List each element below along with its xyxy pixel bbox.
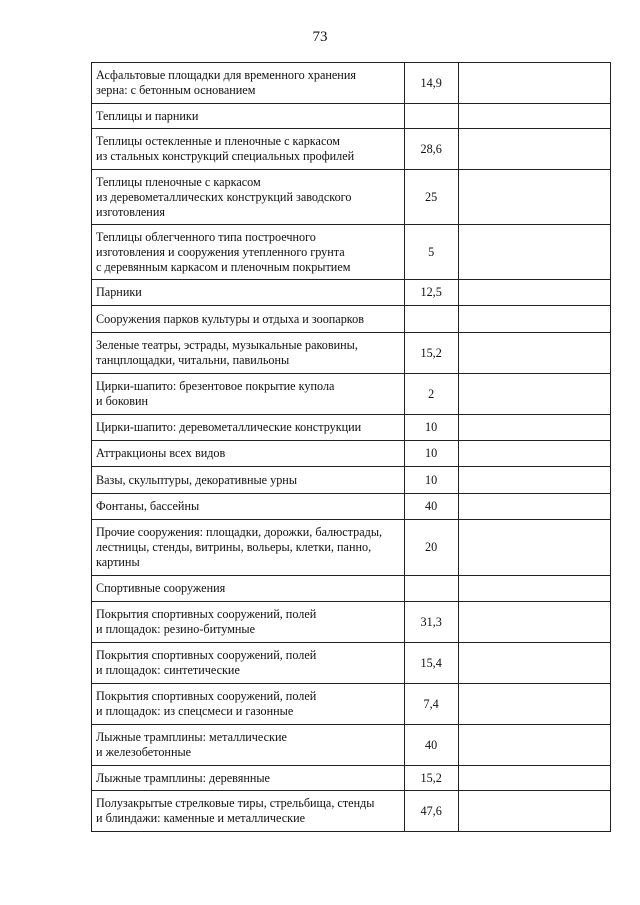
table-row: [92, 170, 611, 225]
row-empty-cell: [458, 520, 610, 576]
row-value: 28,6: [420, 141, 442, 156]
table-row: [92, 104, 611, 129]
row-value: 15,2: [420, 770, 442, 785]
row-empty-cell: [458, 63, 610, 104]
row-value-cell: [404, 791, 458, 832]
table-row: [92, 467, 611, 494]
row-empty-cell: [458, 467, 610, 494]
row-empty-cell: [458, 280, 610, 306]
table-row: [92, 725, 611, 766]
row-empty-cell: [458, 684, 610, 725]
row-name: Аттракционы всех видов: [96, 446, 226, 460]
row-name-cell: [92, 63, 405, 104]
row-name-cell: [92, 225, 405, 280]
section-heading: Теплицы и парники: [96, 108, 199, 123]
row-empty-cell: [458, 170, 610, 225]
row-name-cell: [92, 280, 405, 306]
row-value: 10: [425, 420, 438, 434]
row-empty-cell: [458, 766, 610, 791]
row-value-cell: [404, 129, 458, 170]
row-value: 12,5: [420, 285, 442, 299]
row-empty-cell: [458, 643, 610, 684]
row-empty-cell: [458, 791, 610, 832]
row-name: Полузакрытые стрелковые тиры, стрельбища, стенды и блиндажи: каменные и металлические: [96, 796, 375, 825]
section-heading: Спортивные сооружения: [96, 581, 226, 595]
table-row: [92, 415, 611, 441]
table-row: [92, 129, 611, 170]
row-value-cell: [404, 225, 458, 280]
row-name-cell: [92, 791, 405, 832]
row-value: 14,9: [420, 75, 442, 90]
row-value: 10: [425, 446, 438, 460]
row-name-cell: [92, 374, 405, 415]
row-value: 5: [428, 244, 435, 259]
row-name-cell: [92, 520, 405, 576]
page-number: 73: [312, 29, 328, 45]
table-row: [92, 63, 611, 104]
table-row: [92, 643, 611, 684]
row-name-cell: [92, 170, 405, 225]
row-name: Вазы, скульптуры, декоративные урны: [96, 472, 298, 487]
row-value: 15,2: [420, 345, 442, 360]
row-value-cell: [404, 643, 458, 684]
row-name-cell: [92, 129, 405, 170]
row-value-cell: [404, 104, 458, 129]
row-value-cell: [404, 494, 458, 520]
row-value: 15,4: [420, 655, 442, 670]
row-empty-cell: [458, 225, 610, 280]
table-row: [92, 520, 611, 576]
table-row: [92, 441, 611, 467]
row-value-cell: [404, 374, 458, 415]
row-name: Цирки-шапито: деревометаллические конструкции: [96, 420, 362, 434]
row-value: 20: [425, 540, 438, 554]
row-value-cell: [404, 280, 458, 306]
row-value: 47,6: [420, 803, 442, 818]
row-value: 7,4: [423, 696, 439, 711]
row-name: Прочие сооружения: площадки, дорожки, балюстрады, лестницы, стенды, витрины, вольеры, клетки, панно, картины: [96, 525, 383, 569]
row-name: Зеленые театры, эстрады, музыкальные раковины, танцплощадки, читальни, павильоны: [96, 338, 358, 367]
depreciation-table: [91, 62, 611, 832]
row-empty-cell: [458, 333, 610, 374]
row-value-cell: [404, 415, 458, 441]
row-name: Теплицы облегченного типа построечного изготовления и сооружения утепленного грунта с деревянным каркасом и пленочным покрытием: [96, 229, 351, 274]
row-empty-cell: [458, 576, 610, 602]
row-empty-cell: [458, 415, 610, 441]
table-row: [92, 494, 611, 520]
row-empty-cell: [458, 129, 610, 170]
row-name: Лыжные трамплины: металлические и железобетонные: [96, 730, 287, 759]
row-value-cell: [404, 684, 458, 725]
row-value-cell: [404, 520, 458, 576]
row-name: Покрытия спортивных сооружений, полей и площадок: синтетические: [96, 648, 317, 677]
row-value-cell: [404, 333, 458, 374]
section-heading-cell: [92, 104, 405, 129]
table-row: [92, 766, 611, 791]
table-row: [92, 576, 611, 602]
row-value: 40: [425, 737, 438, 752]
row-value-cell: [404, 602, 458, 643]
table-row: [92, 225, 611, 280]
row-value: 2: [428, 386, 435, 401]
row-name: Теплицы пленочные с каркасом из деревометаллических конструкций заводского изготовления: [96, 174, 352, 219]
row-value: 31,3: [420, 614, 442, 629]
table-row: [92, 306, 611, 333]
row-name: Фонтаны, бассейны: [96, 499, 200, 513]
row-value-cell: [404, 766, 458, 791]
row-name-cell: [92, 766, 405, 791]
row-name-cell: [92, 684, 405, 725]
table-row: [92, 791, 611, 832]
row-empty-cell: [458, 306, 610, 333]
row-name-cell: [92, 333, 405, 374]
section-heading: Сооружения парков культуры и отдыха и зоопарков: [96, 311, 364, 326]
row-value: 40: [425, 499, 438, 513]
row-empty-cell: [458, 104, 610, 129]
row-name-cell: [92, 643, 405, 684]
table-row: [92, 684, 611, 725]
row-name: Лыжные трамплины: деревянные: [96, 770, 270, 785]
row-value-cell: [404, 170, 458, 225]
row-name-cell: [92, 725, 405, 766]
table-row: [92, 374, 611, 415]
section-heading-cell: [92, 576, 405, 602]
row-value-cell: [404, 576, 458, 602]
row-name: Покрытия спортивных сооружений, полей и площадок: из спецсмеси и газонные: [96, 689, 317, 718]
row-name-cell: [92, 494, 405, 520]
row-empty-cell: [458, 374, 610, 415]
row-empty-cell: [458, 602, 610, 643]
row-name: Цирки-шапито: брезентовое покрытие купола и боковин: [96, 379, 335, 408]
row-empty-cell: [458, 441, 610, 467]
row-name: Парники: [96, 285, 142, 299]
row-name-cell: [92, 467, 405, 494]
row-name-cell: [92, 602, 405, 643]
row-name-cell: [92, 441, 405, 467]
row-value-cell: [404, 441, 458, 467]
row-empty-cell: [458, 494, 610, 520]
row-value-cell: [404, 467, 458, 494]
row-name: Теплицы остекленные и пленочные с каркасом из стальных конструкций специальных профилей: [96, 134, 355, 163]
row-name: Покрытия спортивных сооружений, полей и площадок: резино-битумные: [96, 607, 317, 636]
row-value-cell: [404, 306, 458, 333]
row-empty-cell: [458, 725, 610, 766]
table-row: [92, 280, 611, 306]
table-row: [92, 333, 611, 374]
row-value: 10: [425, 472, 438, 487]
row-value-cell: [404, 725, 458, 766]
row-value-cell: [404, 63, 458, 104]
section-heading-cell: [92, 306, 405, 333]
row-name-cell: [92, 415, 405, 441]
table-row: [92, 602, 611, 643]
row-name: Асфальтовые площадки для временного хранения зерна: с бетонным основанием: [96, 68, 356, 97]
row-value: 25: [425, 189, 438, 204]
